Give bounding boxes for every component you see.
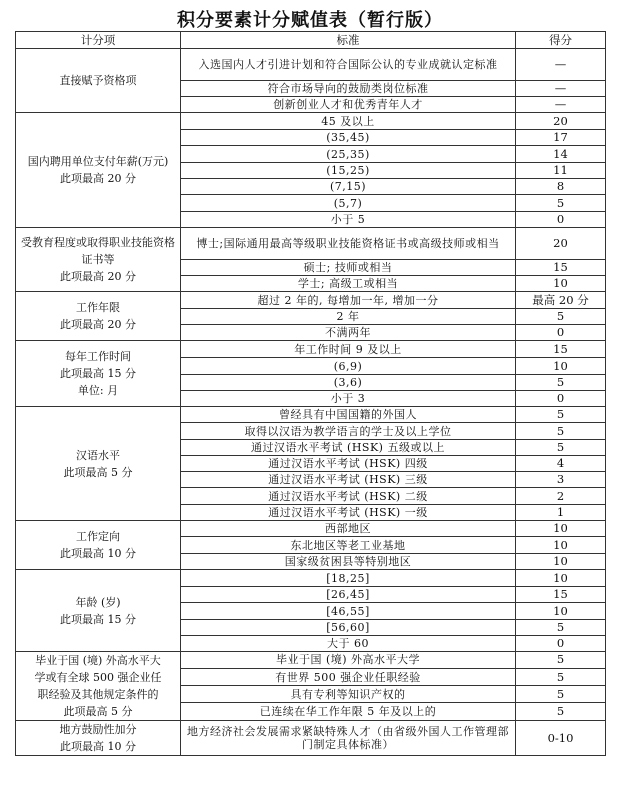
score-cell: 10 [516,521,606,537]
score-cell: — [516,97,606,113]
category-cell [16,113,181,228]
score-cell: 5 [516,195,606,212]
category-line: 工作定向 [76,530,120,543]
standard-cell: 符合市场导向的鼓励类岗位标准 [181,81,516,97]
standard-cell: 小于 5 [181,212,516,228]
standard-cell: 通过汉语水平考试 (HSK) 二级 [181,488,516,505]
standard-cell: 东北地区等老工业基地 [181,537,516,554]
standard-cell: 毕业于国 (境) 外高水平大学 [181,652,516,669]
standard-cell: 国家级贫困县等特别地区 [181,554,516,570]
standard-cell: 不满两年 [181,325,516,341]
category-line: 此项最高 15 分 [60,367,136,380]
score-cell: 0 [516,636,606,652]
score-cell: 0-10 [516,721,606,756]
standard-cell: 45 及以上 [181,113,516,130]
standard-cell: 博士;国际通用最高等级职业技能资格证书或高级技师或相当 [181,228,516,260]
score-cell: 20 [516,228,606,260]
score-cell: 5 [516,423,606,440]
score-cell: 0 [516,325,606,341]
table-row [16,407,606,423]
category-cell [16,292,181,341]
standard-cell: 硕士; 技师或相当 [181,260,516,276]
score-cell: 2 [516,488,606,505]
standard-cell: 学士; 高级工或相当 [181,276,516,292]
table-row [16,292,606,309]
table-row [16,652,606,669]
page-title: 积分要素计分赋值表（暂行版） [177,10,443,31]
header-item: 计分项 [16,32,181,49]
score-cell: 14 [516,146,606,163]
category-line: 地方鼓励性加分 [59,723,137,736]
category-cell [16,341,181,407]
score-cell: 15 [516,341,606,358]
score-cell: 5 [516,440,606,456]
table-row [16,341,606,358]
standard-cell: [46,55] [181,603,516,620]
score-cell: 8 [516,179,606,195]
standard-cell: (25,35) [181,146,516,163]
category-cell [16,228,181,292]
standard-cell: 小于 3 [181,391,516,407]
standard-cell: 大于 60 [181,636,516,652]
standard-cell: 地方经济社会发展需求紧缺特殊人才（由省级外国人工作管理部门制定具体标准） [181,721,516,756]
standard-cell: (35,45) [181,130,516,146]
score-cell: 10 [516,603,606,620]
standard-cell: 已连续在华工作年限 5 年及以上的 [181,703,516,721]
score-table [15,31,606,756]
category-cell [16,721,181,756]
category-line: 此项最高 10 分 [60,547,136,560]
category-line: 此项最高 20 分 [60,318,136,331]
standard-cell: 超过 2 年的, 每增加一年, 增加一分 [181,292,516,309]
score-cell: 10 [516,537,606,554]
standard-cell: [26,45] [181,587,516,603]
score-cell: 11 [516,163,606,179]
standard-cell: [18,25] [181,570,516,587]
standard-cell: 具有专利等知识产权的 [181,686,516,703]
header-score: 得分 [516,32,606,49]
category-cell [16,570,181,652]
category-cell [16,521,181,570]
score-cell: 10 [516,358,606,375]
category-line: 年龄 (岁) [75,595,121,609]
category-line: 职经验及其他规定条件的 [37,688,159,701]
category-line: 受教育程度或取得职业技能资格证书等 [21,236,175,266]
category-line: 汉语水平 [76,448,120,462]
score-cell: 15 [516,587,606,603]
table-row [16,113,606,130]
standard-cell: 通过汉语水平考试 (HSK) 三级 [181,472,516,488]
header-row [16,32,606,49]
score-cell: 5 [516,703,606,721]
table-row [16,521,606,537]
score-cell: 15 [516,260,606,276]
score-cell: — [516,49,606,81]
score-cell: 1 [516,505,606,521]
category-line: 每年工作时间 [65,350,131,363]
header-standard: 标准 [181,32,516,49]
category-line: 工作年限 [76,301,120,314]
standard-cell: 曾经具有中国国籍的外国人 [181,407,516,423]
standard-cell: (5,7) [181,195,516,212]
category-line: 此项最高 5 分 [63,705,133,718]
standard-cell: 有世界 500 强企业任职经验 [181,668,516,686]
score-cell: 5 [516,652,606,669]
score-cell: 17 [516,130,606,146]
score-cell: 5 [516,375,606,391]
score-cell: 10 [516,570,606,587]
score-cell: 4 [516,456,606,472]
score-cell: 最高 20 分 [516,292,606,309]
category-line: 此项最高 20 分 [60,270,136,283]
category-line: 单位: 月 [77,384,119,397]
category-cell [16,652,181,721]
standard-cell: 2 年 [181,309,516,325]
table-body [16,49,606,756]
standard-cell: 年工作时间 9 及以上 [181,341,516,358]
category-cell [16,49,181,113]
category-line: 此项最高 20 分 [60,172,136,185]
standard-cell: (15,25) [181,163,516,179]
score-cell: 10 [516,276,606,292]
score-cell: 5 [516,309,606,325]
table-row [16,49,606,81]
score-cell: 5 [516,686,606,703]
score-cell: 0 [516,212,606,228]
score-cell: — [516,81,606,97]
score-cell: 20 [516,113,606,130]
category-line: 国内聘用单位支付年薪(万元) [27,155,169,168]
standard-cell: 西部地区 [181,521,516,537]
standard-cell: 入选国内人才引进计划和符合国际公认的专业成就认定标准 [181,49,516,81]
standard-cell: [56,60] [181,620,516,636]
category-line: 毕业于国 (境) 外高水平大 [35,654,161,667]
category-line: 此项最高 10 分 [60,740,136,753]
standard-cell: (7,15) [181,179,516,195]
category-line: 直接赋予资格项 [59,74,137,87]
table-row [16,570,606,587]
category-line: 此项最高 15 分 [60,612,136,626]
standard-cell: 创新创业人才和优秀青年人才 [181,97,516,113]
category-cell [16,407,181,521]
category-line: 学或有全球 500 强企业任 [34,671,162,684]
score-cell: 5 [516,620,606,636]
score-cell: 5 [516,668,606,686]
standard-cell: 通过汉语水平考试 (HSK) 一级 [181,505,516,521]
category-line: 此项最高 5 分 [63,465,133,479]
standard-cell: 取得以汉语为教学语言的学士及以上学位 [181,423,516,440]
score-cell: 10 [516,554,606,570]
table-row [16,228,606,260]
score-cell: 3 [516,472,606,488]
standard-cell: 通过汉语水平考试 (HSK) 四级 [181,456,516,472]
score-cell: 0 [516,391,606,407]
standard-cell: (6,9) [181,358,516,375]
standard-cell: 通过汉语水平考试 (HSK) 五级或以上 [181,440,516,456]
score-cell: 5 [516,407,606,423]
standard-cell: (3,6) [181,375,516,391]
table-row [16,721,606,756]
